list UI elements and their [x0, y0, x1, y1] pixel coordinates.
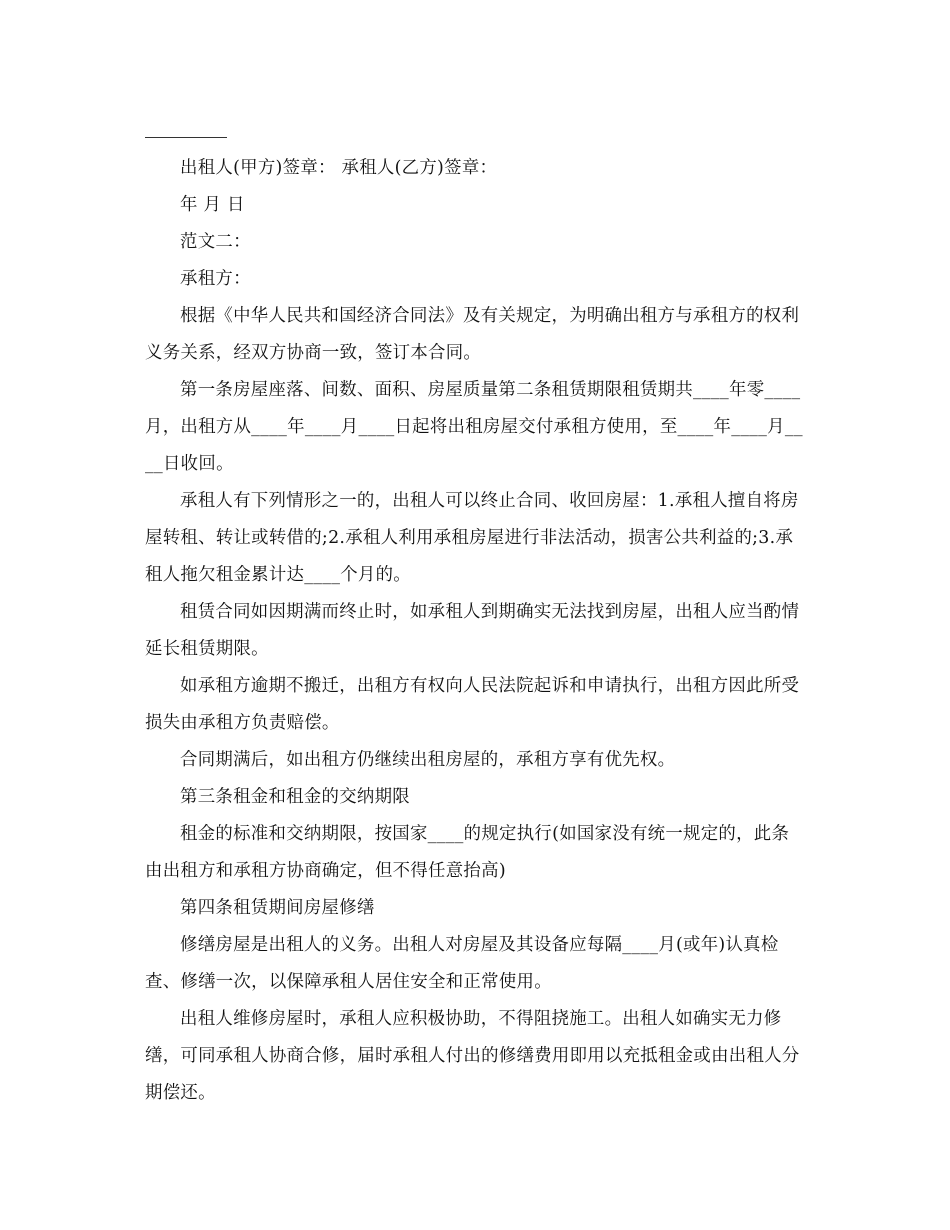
rent-standard-paragraph: 租金的标准和交纳期限，按国家____的规定执行(如国家没有统一规定的，此条由出租方和承租方协商确定，但不得任意抬高) [145, 824, 790, 881]
sample-heading: 范文二： [180, 232, 251, 252]
extension-paragraph: 租赁合同如因期满而终止时，如承租人到期确实无法找到房屋，出租人应当酌情延长租赁期限。 [145, 602, 800, 659]
lessee-label: 承租方： [180, 269, 251, 289]
document-body [145, 150, 805, 1112]
article-3-heading: 第三条租金和租金的交纳期限 [180, 787, 410, 807]
article-4-heading: 第四条租赁期间房屋修缮 [180, 898, 375, 918]
overdue-paragraph: 如承租方逾期不搬迁，出租方有权向人民法院起诉和申请执行，出租方因此所受损失由承租方负责赔偿。 [145, 676, 800, 733]
termination-paragraph: 承租人有下列情形之一的，出租人可以终止合同、收回房屋：1.承租人擅自将房屋转租、转让或转借的;2.承租人利用承租房屋进行非法活动，损害公共利益的;3.承租人拖欠租金累计达____个月的。 [145, 491, 799, 585]
preamble-paragraph: 根据《中华人民共和国经济合同法》及有关规定，为明确出租方与承租方的权利义务关系，经双方协商一致，签订本合同。 [145, 306, 800, 363]
signature-line: 出租人(甲方)签章： 承租人(乙方)签章： [180, 158, 498, 178]
date-line: 年 月 日 [180, 195, 245, 215]
repair-cooperation-paragraph: 出租人维修房屋时，承租人应积极协助，不得阻挠施工。出租人如确实无力修缮，可同承租人协商合修，届时承租人付出的修缮费用即用以充抵租金或由出租人分期偿还。 [145, 1009, 800, 1103]
repair-duty-paragraph: 修缮房屋是出租人的义务。出租人对房屋及其设备应每隔____月(或年)认真检查、修缮一次，以保障承租人居住安全和正常使用。 [145, 935, 779, 992]
priority-paragraph: 合同期满后，如出租方仍继续出租房屋的，承租方享有优先权。 [180, 750, 676, 770]
top-divider-line [145, 137, 227, 138]
article-1-2-paragraph: 第一条房屋座落、间数、面积、房屋质量第二条租赁期限租赁期共____年零____月，出租方从____年____月____日起将出租房屋交付承租方使用，至____年____月____日收回。 [145, 380, 803, 474]
